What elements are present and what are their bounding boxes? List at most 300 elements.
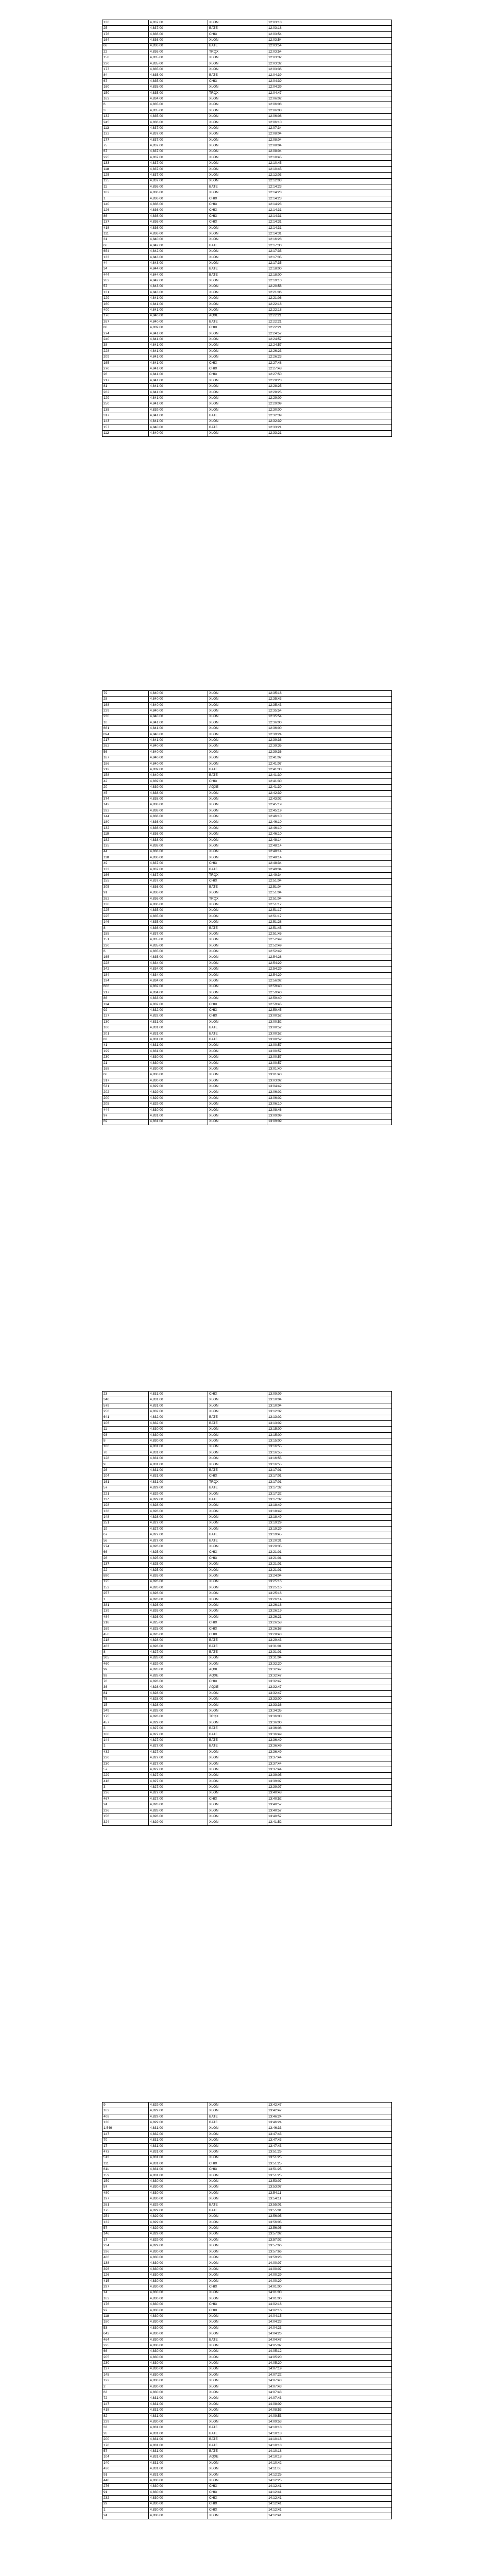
venue-cell: XLON: [208, 1113, 267, 1119]
venue-cell: AQXE: [208, 785, 267, 790]
price-cell: 4,835.00: [149, 943, 208, 948]
volume-cell: 75: [102, 143, 149, 149]
volume-cell: 113: [102, 126, 149, 131]
volume-cell: 229: [102, 708, 149, 714]
venue-cell: XLON: [208, 978, 267, 984]
volume-cell: 111: [102, 231, 149, 237]
time-cell: 12:28:23: [267, 378, 392, 383]
venue-cell: TRQX: [208, 90, 267, 96]
venue-cell: XLON: [208, 20, 267, 26]
volume-cell: 177: [102, 67, 149, 73]
price-cell: 4,836.00: [149, 825, 208, 831]
volume-cell: 2: [102, 2384, 149, 2389]
venue-cell: AQXE: [208, 1673, 267, 1679]
table-row: [102, 208, 392, 213]
time-cell: 12:24:57: [267, 331, 392, 336]
venue-cell: TRQX: [208, 873, 267, 878]
venue-cell: XLON: [208, 726, 267, 732]
price-cell: 4,841.00: [149, 301, 208, 307]
time-cell: 14:10:18: [267, 2443, 392, 2448]
time-cell: 12:27:48: [267, 360, 392, 366]
time-cell: 12:17:30: [267, 243, 392, 248]
volume-cell: 67: [102, 149, 149, 155]
price-cell: 4,839.00: [149, 778, 208, 784]
price-cell: 4,826.00: [149, 1608, 208, 1614]
price-cell: 4,827.00: [149, 1650, 208, 1655]
table-row: [102, 1643, 392, 1649]
table-row: [102, 38, 392, 43]
table-page-3: [102, 1391, 391, 1826]
venue-cell: TRQX: [208, 49, 267, 55]
time-cell: 12:39:36: [267, 743, 392, 749]
venue-cell: XLON: [208, 820, 267, 825]
table-row: [102, 1655, 392, 1661]
volume-cell: 381: [102, 1603, 149, 1608]
table-row: [102, 2331, 392, 2337]
time-cell: 12:35:54: [267, 714, 392, 720]
volume-cell: 117: [102, 1497, 149, 1503]
venue-cell: CHIX: [208, 1796, 267, 1802]
volume-cell: 152: [102, 1585, 149, 1590]
table-row: [102, 43, 392, 49]
price-cell: 4,828.00: [149, 1702, 208, 1708]
price-cell: 4,841.00: [149, 378, 208, 383]
time-cell: 13:26:16: [267, 1603, 392, 1608]
table-row: [102, 331, 392, 336]
volume-cell: 57: [102, 2184, 149, 2190]
volume-cell: 157: [102, 425, 149, 430]
price-cell: 4,830.00: [149, 2501, 208, 2507]
time-cell: 12:12:03: [267, 178, 392, 184]
price-cell: 4,837.00: [149, 137, 208, 143]
table-row: [102, 2149, 392, 2155]
venue-cell: BATE: [208, 1738, 267, 1743]
venue-cell: XLON: [208, 832, 267, 837]
time-cell: 13:32:47: [267, 1679, 392, 1685]
price-cell: 4,832.00: [149, 1420, 208, 1426]
time-cell: 12:14:31: [267, 231, 392, 237]
price-cell: 4,830.00: [149, 2496, 208, 2501]
time-cell: 13:00:52: [267, 1037, 392, 1043]
price-cell: 4,839.00: [149, 785, 208, 790]
volume-cell: 129: [102, 396, 149, 401]
price-cell: 4,830.00: [149, 2489, 208, 2495]
venue-cell: XLON: [208, 1515, 267, 1520]
venue-cell: BATE: [208, 2425, 267, 2431]
price-cell: 4,836.00: [149, 832, 208, 837]
price-cell: 4,839.00: [149, 407, 208, 413]
time-cell: 13:36:49: [267, 1738, 392, 1743]
price-cell: 4,832.00: [149, 1409, 208, 1415]
time-cell: 12:04:47: [267, 90, 392, 96]
venue-cell: BATE: [208, 43, 267, 49]
time-cell: 12:35:54: [267, 708, 392, 714]
time-cell: 13:56:05: [267, 2226, 392, 2231]
venue-cell: XLON: [208, 1749, 267, 1755]
table-row: [102, 2284, 392, 2290]
time-cell: 12:19:10: [267, 278, 392, 284]
table-row: [102, 913, 392, 919]
time-cell: 12:22:18: [267, 301, 392, 307]
price-cell: 4,831.00: [149, 2396, 208, 2401]
time-cell: 13:25:16: [267, 1585, 392, 1590]
volume-cell: 175: [102, 2208, 149, 2214]
table-row: [102, 878, 392, 884]
table-row: [102, 131, 392, 137]
table-row: [102, 1591, 392, 1597]
venue-cell: XLON: [208, 1661, 267, 1667]
time-cell: 14:04:47: [267, 2337, 392, 2343]
volume-cell: 236: [102, 1790, 149, 1796]
venue-cell: XLON: [208, 1456, 267, 1462]
table-row: [102, 1485, 392, 1491]
venue-cell: XLON: [208, 55, 267, 61]
table-row: [102, 1468, 392, 1473]
price-cell: 4,829.00: [149, 2202, 208, 2208]
table-row: [102, 96, 392, 102]
time-cell: 13:01:40: [267, 1072, 392, 1078]
table-row: [102, 425, 392, 430]
volume-cell: 162: [102, 2296, 149, 2301]
table-row: [102, 372, 392, 378]
table-row: [102, 1738, 392, 1743]
venue-cell: XLON: [208, 1697, 267, 1702]
time-cell: 12:06:10: [267, 120, 392, 125]
table-row: [102, 908, 392, 913]
venue-cell: XLON: [208, 708, 267, 714]
volume-cell: 218: [102, 1620, 149, 1626]
price-cell: 4,826.00: [149, 1573, 208, 1579]
volume-cell: 230: [102, 714, 149, 720]
time-cell: 13:17:32: [267, 1497, 392, 1503]
table-row: [102, 272, 392, 278]
venue-cell: XLON: [208, 1432, 267, 1438]
volume-cell: 15: [102, 1702, 149, 1708]
venue-cell: XLON: [208, 1655, 267, 1661]
price-cell: 4,838.00: [149, 808, 208, 814]
price-cell: 4,831.00: [149, 2437, 208, 2443]
time-cell: 12:17:35: [267, 255, 392, 260]
time-cell: 12:59:45: [267, 1008, 392, 1013]
price-cell: 4,840.00: [149, 319, 208, 325]
price-cell: 4,834.00: [149, 990, 208, 995]
venue-cell: XLON: [208, 843, 267, 849]
venue-cell: XLON: [208, 1544, 267, 1550]
time-cell: 12:27:48: [267, 366, 392, 372]
table-row: [102, 348, 392, 354]
table-row: [102, 2343, 392, 2349]
price-cell: 4,838.00: [149, 790, 208, 796]
table-row: [102, 2390, 392, 2396]
volume-cell: 169: [102, 1626, 149, 1632]
time-cell: 13:39:07: [267, 1785, 392, 1790]
venue-cell: XLON: [208, 790, 267, 796]
time-cell: 13:59:23: [267, 2255, 392, 2261]
volume-cell: 180: [102, 820, 149, 825]
price-cell: 4,836.00: [149, 38, 208, 43]
price-cell: 4,829.00: [149, 1820, 208, 1825]
time-cell: 14:05:07: [267, 2343, 392, 2349]
price-cell: 4,827.00: [149, 1532, 208, 1538]
price-cell: 4,830.00: [149, 2278, 208, 2284]
venue-cell: BATE: [208, 1643, 267, 1649]
time-cell: 12:04:39: [267, 78, 392, 84]
volume-cell: 150: [102, 90, 149, 96]
volume-cell: 168: [102, 1066, 149, 1072]
time-cell: 13:17:01: [267, 1473, 392, 1479]
volume-cell: 118: [102, 166, 149, 172]
venue-cell: XLON: [208, 231, 267, 237]
time-cell: 12:51:04: [267, 890, 392, 896]
price-cell: 4,835.00: [149, 108, 208, 113]
price-cell: 4,827.00: [149, 1743, 208, 1749]
venue-cell: BATE: [208, 1420, 267, 1426]
volume-cell: 463: [102, 1643, 149, 1649]
table-row: [102, 902, 392, 908]
venue-cell: CHIX: [208, 1008, 267, 1013]
price-cell: 4,829.00: [149, 2120, 208, 2126]
volume-cell: 93: [102, 1432, 149, 1438]
venue-cell: XLON: [208, 389, 267, 395]
table-row: [102, 2114, 392, 2120]
volume-cell: 130: [102, 902, 149, 908]
price-cell: 4,829.00: [149, 2226, 208, 2231]
venue-cell: XLON: [208, 1614, 267, 1620]
time-cell: 12:08:04: [267, 143, 392, 149]
venue-cell: XLON: [208, 972, 267, 978]
volume-cell: 72: [102, 2396, 149, 2401]
table-row: [102, 984, 392, 990]
volume-cell: 374: [102, 796, 149, 802]
time-cell: 12:51:45: [267, 931, 392, 937]
venue-cell: XLON: [208, 1802, 267, 1808]
price-cell: 4,839.00: [149, 767, 208, 773]
venue-cell: BATE: [208, 243, 267, 248]
price-cell: 4,826.00: [149, 1614, 208, 1620]
price-cell: 4,840.00: [149, 313, 208, 319]
table-row: [102, 931, 392, 937]
table-row: [102, 2226, 392, 2231]
volume-cell: 140: [102, 2460, 149, 2466]
time-cell: 13:00:57: [267, 1060, 392, 1066]
volume-cell: 57: [102, 284, 149, 290]
table-row: [102, 78, 392, 84]
time-cell: 12:24:57: [267, 337, 392, 343]
table-row: [102, 820, 392, 825]
table-row: [102, 1761, 392, 1767]
volume-cell: 92: [102, 1673, 149, 1679]
price-cell: 4,837.00: [149, 143, 208, 149]
table-row: [102, 2413, 392, 2419]
price-cell: 4,840.00: [149, 749, 208, 755]
time-cell: 12:45:19: [267, 802, 392, 808]
table-row: [102, 2108, 392, 2114]
time-cell: 13:51:25: [267, 2173, 392, 2178]
table-row: [102, 1778, 392, 1784]
price-cell: 4,831.00: [149, 2161, 208, 2166]
volume-cell: 232: [102, 2496, 149, 2501]
venue-cell: XLON: [208, 396, 267, 401]
volume-cell: 3: [102, 1785, 149, 1790]
volume-cell: 159: [102, 2173, 149, 2178]
time-cell: 12:14:23: [267, 184, 392, 190]
table-row: [102, 1544, 392, 1550]
table-row: [102, 2513, 392, 2519]
time-cell: 12:48:14: [267, 849, 392, 855]
table-row: [102, 2184, 392, 2190]
time-cell: 13:17:01: [267, 1468, 392, 1473]
time-cell: 14:07:19: [267, 2366, 392, 2372]
volume-cell: 136: [102, 20, 149, 26]
time-cell: 14:00:07: [267, 2266, 392, 2272]
venue-cell: XLON: [208, 743, 267, 749]
venue-cell: BATE: [208, 767, 267, 773]
table-row: [102, 1673, 392, 1679]
venue-cell: XLON: [208, 2149, 267, 2155]
table-row: [102, 2408, 392, 2413]
venue-cell: XLON: [208, 943, 267, 948]
time-cell: 12:26:23: [267, 354, 392, 360]
table-row: [102, 1743, 392, 1749]
time-cell: 13:00:52: [267, 1031, 392, 1037]
venue-cell: CHIX: [208, 2501, 267, 2507]
volume-cell: 138: [102, 1509, 149, 1514]
trades-table-4: [102, 2102, 392, 2519]
table-row: [102, 2419, 392, 2425]
venue-cell: XLON: [208, 1526, 267, 1532]
volume-cell: 894: [102, 732, 149, 737]
volume-cell: 324: [102, 1820, 149, 1825]
venue-cell: XLON: [208, 2266, 267, 2272]
price-cell: 4,830.00: [149, 2513, 208, 2519]
time-cell: 12:16:28: [267, 237, 392, 243]
volume-cell: 126: [102, 208, 149, 213]
table-row: [102, 785, 392, 790]
table-row: [102, 1043, 392, 1048]
price-cell: 4,830.00: [149, 2484, 208, 2489]
time-cell: 12:18:00: [267, 266, 392, 272]
venue-cell: AQXE: [208, 1667, 267, 1673]
volume-cell: 230: [102, 943, 149, 948]
venue-cell: XLON: [208, 2184, 267, 2190]
table-row: [102, 1620, 392, 1626]
volume-cell: 20: [102, 785, 149, 790]
table-row: [102, 413, 392, 419]
time-cell: 12:52:49: [267, 943, 392, 948]
price-cell: 4,829.00: [149, 2214, 208, 2219]
volume-cell: 396: [102, 2266, 149, 2272]
time-cell: 12:51:04: [267, 884, 392, 890]
price-cell: 4,830.00: [149, 2331, 208, 2337]
price-cell: 4,843.00: [149, 284, 208, 290]
table-row: [102, 1090, 392, 1095]
venue-cell: XLON: [208, 1084, 267, 1090]
price-cell: 4,828.00: [149, 1509, 208, 1514]
time-cell: 13:19:29: [267, 1520, 392, 1526]
venue-cell: CHIX: [208, 878, 267, 884]
time-cell: 13:17:01: [267, 1479, 392, 1485]
volume-cell: 162: [102, 2108, 149, 2114]
table-row: [102, 761, 392, 767]
venue-cell: XLON: [208, 261, 267, 266]
volume-cell: 282: [102, 389, 149, 395]
price-cell: 4,825.00: [149, 1567, 208, 1573]
table-row: [102, 2384, 392, 2389]
price-cell: 4,840.00: [149, 761, 208, 767]
volume-cell: 132: [102, 114, 149, 120]
price-cell: 4,837.00: [149, 161, 208, 166]
time-cell: 12:03:32: [267, 61, 392, 66]
venue-cell: XLON: [208, 102, 267, 108]
table-row: [102, 1661, 392, 1667]
volume-cell: 1: [102, 1597, 149, 1602]
table-row: [102, 2290, 392, 2296]
time-cell: 12:03:54: [267, 38, 392, 43]
venue-cell: XLON: [208, 2249, 267, 2255]
table-row: [102, 2314, 392, 2319]
volume-cell: 473: [102, 2149, 149, 2155]
table-row: [102, 861, 392, 867]
volume-cell: 198: [102, 1503, 149, 1509]
price-cell: 4,827.00: [149, 1538, 208, 1544]
price-cell: 4,831.00: [149, 1113, 208, 1119]
venue-cell: XLON: [208, 1755, 267, 1761]
volume-cell: 274: [102, 1544, 149, 1550]
table-row: [102, 1479, 392, 1485]
time-cell: 14:07:43: [267, 2384, 392, 2389]
price-cell: 4,834.00: [149, 978, 208, 984]
table-row: [102, 2173, 392, 2178]
time-cell: 14:10:18: [267, 2449, 392, 2454]
price-cell: 4,831.00: [149, 1037, 208, 1043]
price-cell: 4,838.00: [149, 843, 208, 849]
venue-cell: XLON: [208, 1591, 267, 1597]
price-cell: 4,830.00: [149, 2361, 208, 2366]
price-cell: 4,840.00: [149, 431, 208, 436]
time-cell: 12:51:17: [267, 902, 392, 908]
table-row: [102, 2460, 392, 2466]
venue-cell: XLON: [208, 2366, 267, 2372]
price-cell: 4,841.00: [149, 726, 208, 732]
time-cell: 12:14:23: [267, 202, 392, 208]
volume-cell: 484: [102, 1614, 149, 1620]
price-cell: 4,829.00: [149, 1497, 208, 1503]
table-row: [102, 1515, 392, 1520]
price-cell: 4,841.00: [149, 366, 208, 372]
volume-cell: 274: [102, 331, 149, 336]
time-cell: 13:57:02: [267, 2237, 392, 2243]
table-row: [102, 366, 392, 372]
time-cell: 14:12:41: [267, 2484, 392, 2489]
table-row: [102, 2103, 392, 2108]
table-row: [102, 1013, 392, 1019]
time-cell: 13:37:44: [267, 1767, 392, 1773]
venue-cell: XLON: [208, 814, 267, 820]
venue-cell: XLON: [208, 1573, 267, 1579]
price-cell: 4,827.00: [149, 1790, 208, 1796]
price-cell: 4,826.00: [149, 1579, 208, 1585]
volume-cell: 165: [102, 360, 149, 366]
price-cell: 4,837.00: [149, 173, 208, 178]
time-cell: 13:25:16: [267, 1579, 392, 1585]
time-cell: 13:36:00: [267, 1720, 392, 1725]
price-cell: 4,830.00: [149, 2190, 208, 2196]
volume-cell: 513: [102, 2155, 149, 2161]
volume-cell: 230: [102, 61, 149, 66]
price-cell: 4,828.00: [149, 1814, 208, 1820]
venue-cell: XLON: [208, 1048, 267, 1054]
table-row: [102, 90, 392, 96]
